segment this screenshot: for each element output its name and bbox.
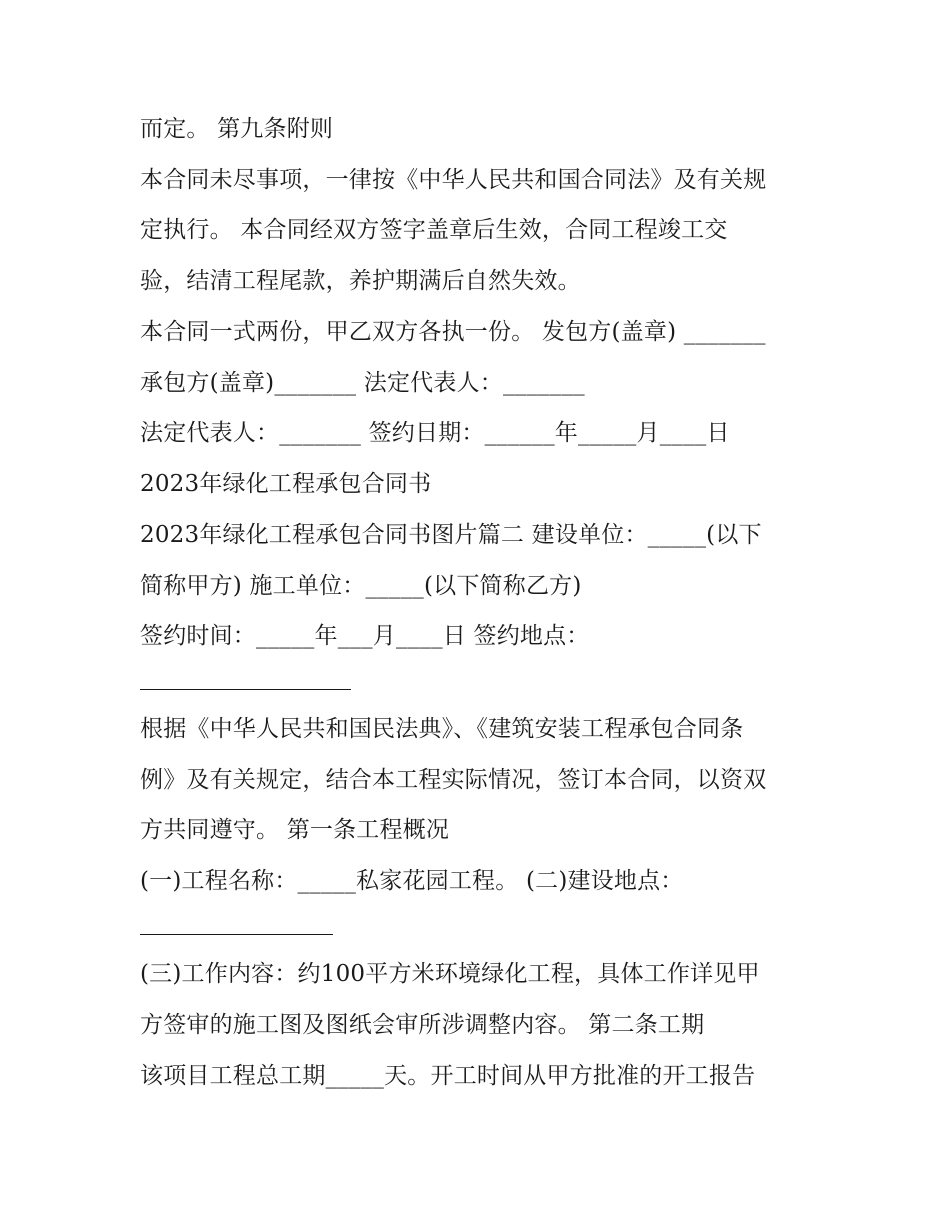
text-line: 签约时间：_____年___月____日 签约地点： — [140, 623, 590, 649]
text-line: 2023年绿化工程承包合同书图片篇二 建设单位：_____(以下 — [140, 522, 762, 548]
text-line: 而定。 第九条附则 — [140, 116, 334, 142]
text-line: 本合同未尽事项，一律按《中华人民共和国合同法》及有关规 — [140, 167, 767, 193]
text-line: (三)工作内容：约100平方米环境绿化工程，具体工作详见甲 — [140, 961, 760, 987]
text-line: 验，结清工程尾款，养护期满后自然失效。 — [140, 268, 581, 294]
text-line: 承包方(盖章)_______ 法定代表人：_______ — [140, 370, 585, 396]
blank-line-signing-location — [140, 689, 351, 690]
text-line: 该项目工程总工期_____天。开工时间从甲方批准的开工报告 — [140, 1063, 756, 1089]
text-line: 定执行。 本合同经双方签字盖章后生效，合同工程竣工交 — [140, 217, 728, 243]
text-line: 简称甲方) 施工单位：_____(以下简称乙方) — [140, 573, 582, 599]
text-line: 方签审的施工图及图纸会审所涉调整内容。 第二条工期 — [140, 1012, 705, 1038]
text-line: 法定代表人：_______ 签约日期：______年_____月____日 — [140, 420, 730, 446]
text-line: 根据《中华人民共和国民法典》、《建筑安装工程承包合同条 — [140, 716, 744, 742]
blank-line-construction-site — [140, 934, 333, 935]
text-line: (一)工程名称：_____私家花园工程。 (二)建设地点： — [140, 868, 684, 894]
text-line: 例》及有关规定，结合本工程实际情况，签订本合同，以资双 — [140, 767, 767, 793]
text-line: 方共同遵守。 第一条工程概况 — [140, 817, 450, 843]
text-line: 2023年绿化工程承包合同书 — [140, 471, 432, 497]
text-line: 本合同一式两份，甲乙双方各执一份。 发包方(盖章) _______ — [140, 319, 766, 345]
